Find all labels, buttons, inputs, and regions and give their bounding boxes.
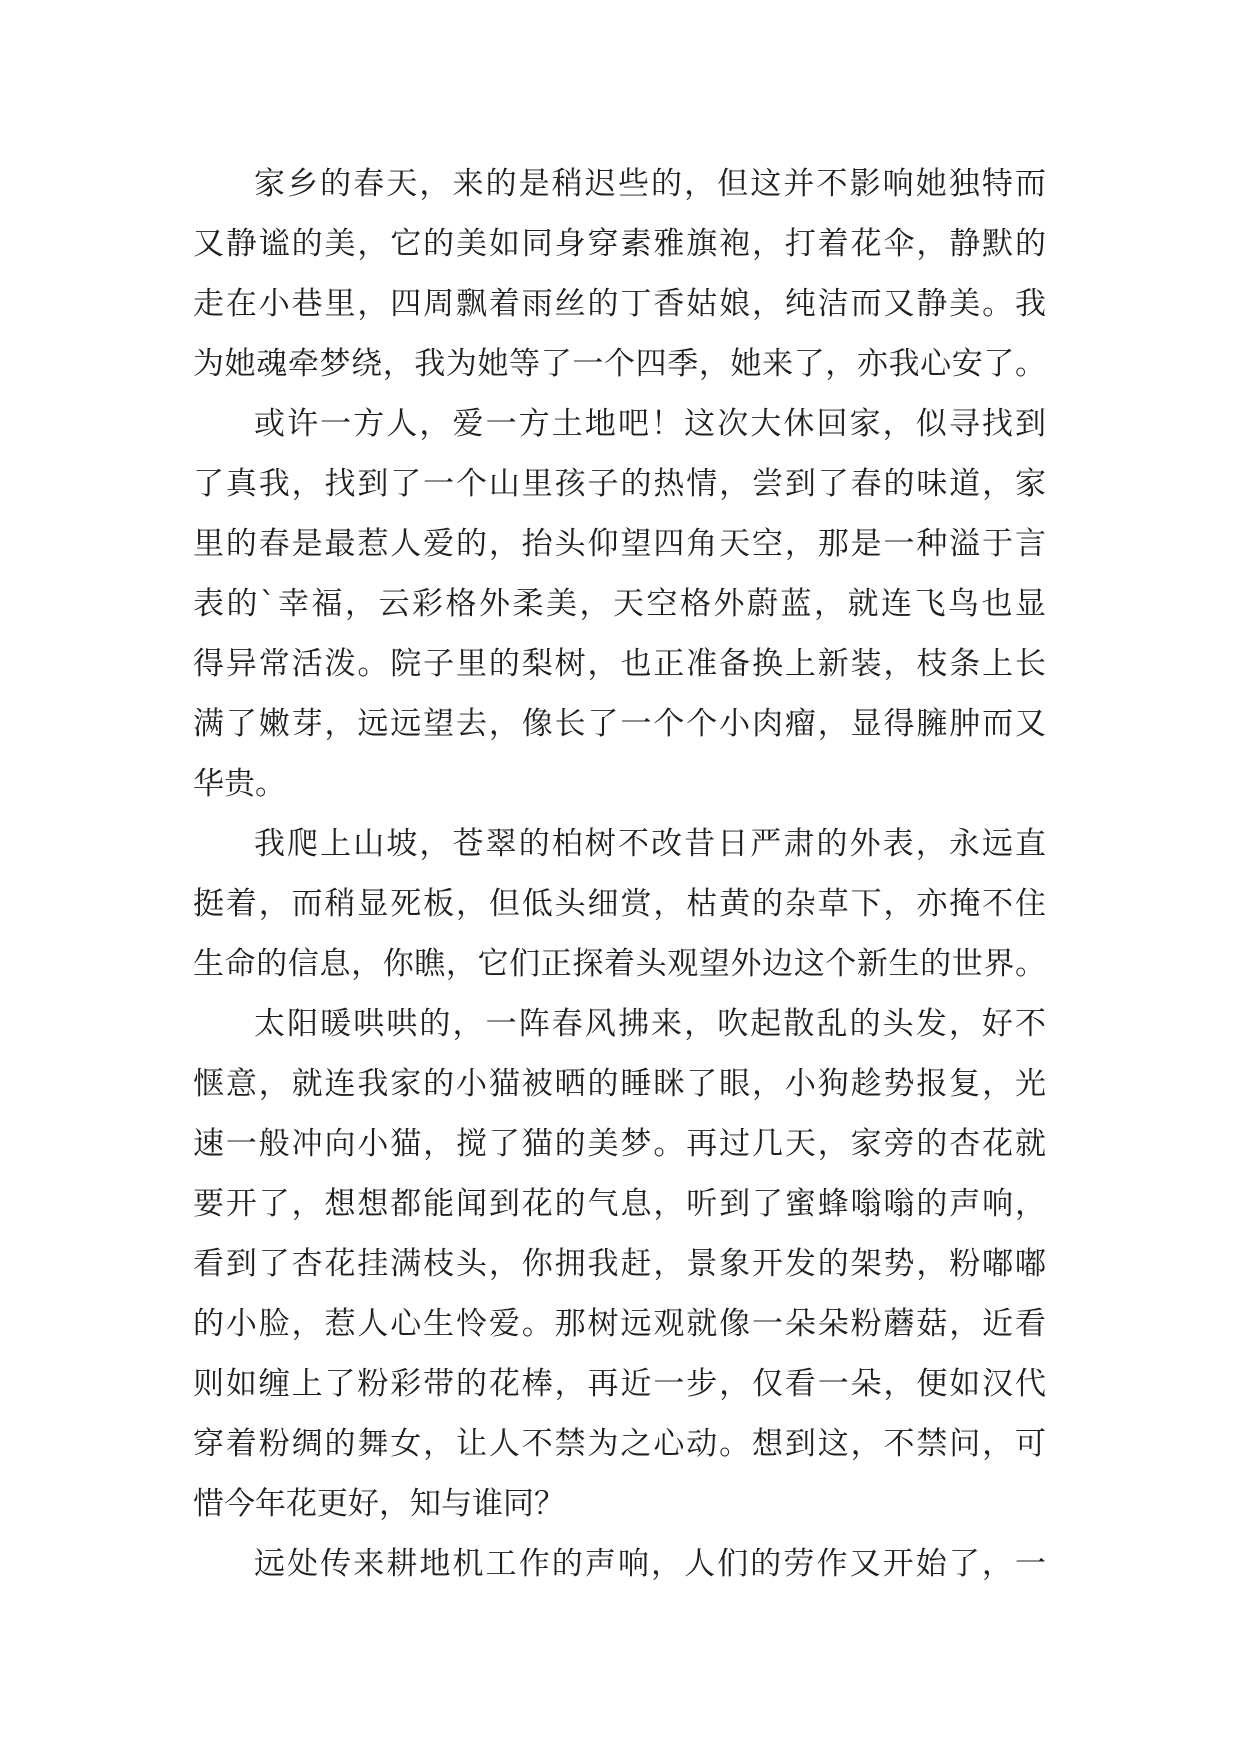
text-line: 表的`幸福，云彩格外柔美，天空格外蔚蓝，就连飞鸟也显 <box>193 586 1046 622</box>
text-line: 看到了杏花挂满枝头，你拥我赶，景象开发的架势，粉嘟嘟 <box>193 1246 1046 1282</box>
text-line: 生命的信息，你瞧，它们正探着头观望外边这个新生的世界。 <box>193 946 1046 982</box>
text-line: 华贵。 <box>193 766 286 802</box>
text-line: 远处传来耕地机工作的声响，人们的劳作又开始了，一 <box>254 1546 1046 1582</box>
text-line: 得异常活泼。院子里的梨树，也正准备换上新装，枝条上长 <box>193 646 1046 682</box>
text-line: 为她魂牵梦绕，我为她等了一个四季，她来了，亦我心安了。 <box>193 346 1046 382</box>
text-line: 穿着粉绸的舞女，让人不禁为之心动。想到这，不禁问，可 <box>193 1426 1046 1462</box>
text-line: 家乡的春天，来的是稍迟些的，但这并不影响她独特而 <box>254 166 1046 202</box>
text-line: 速一般冲向小猫，搅了猫的美梦。再过几天，家旁的杏花就 <box>193 1126 1046 1162</box>
text-line: 的小脸，惹人心生怜爱。那树远观就像一朵朵粉蘑菇，近看 <box>193 1306 1046 1342</box>
text-line: 了真我，找到了一个山里孩子的热情，尝到了春的味道，家 <box>193 466 1046 502</box>
text-line: 又静谧的美，它的美如同身穿素雅旗袍，打着花伞，静默的 <box>193 226 1046 262</box>
text-line: 惜今年花更好，知与谁同？ <box>193 1486 565 1522</box>
text-line: 挺着，而稍显死板，但低头细赏，枯黄的杂草下，亦掩不住 <box>193 886 1046 922</box>
text-line: 我爬上山坡，苍翠的柏树不改昔日严肃的外表，永远直 <box>254 826 1046 862</box>
text-line: 或许一方人，爱一方土地吧！这次大休回家，似寻找到 <box>254 406 1046 442</box>
text-line: 则如缠上了粉彩带的花棒，再近一步，仅看一朵，便如汉代 <box>193 1366 1046 1402</box>
text-line: 满了嫩芽，远远望去，像长了一个个小肉瘤，显得臃肿而又 <box>193 706 1046 742</box>
text-line: 要开了，想想都能闻到花的气息，听到了蜜蜂嗡嗡的声响， <box>193 1186 1046 1222</box>
text-line: 太阳暖哄哄的，一阵春风拂来，吹起散乱的头发，好不 <box>254 1006 1046 1042</box>
text-line: 里的春是最惹人爱的，抬头仰望四角天空，那是一种溢于言 <box>193 526 1046 562</box>
text-line: 走在小巷里，四周飘着雨丝的丁香姑娘，纯洁而又静美。我 <box>193 286 1046 322</box>
text-line: 惬意，就连我家的小猫被晒的睡眯了眼，小狗趁势报复，光 <box>193 1066 1046 1102</box>
